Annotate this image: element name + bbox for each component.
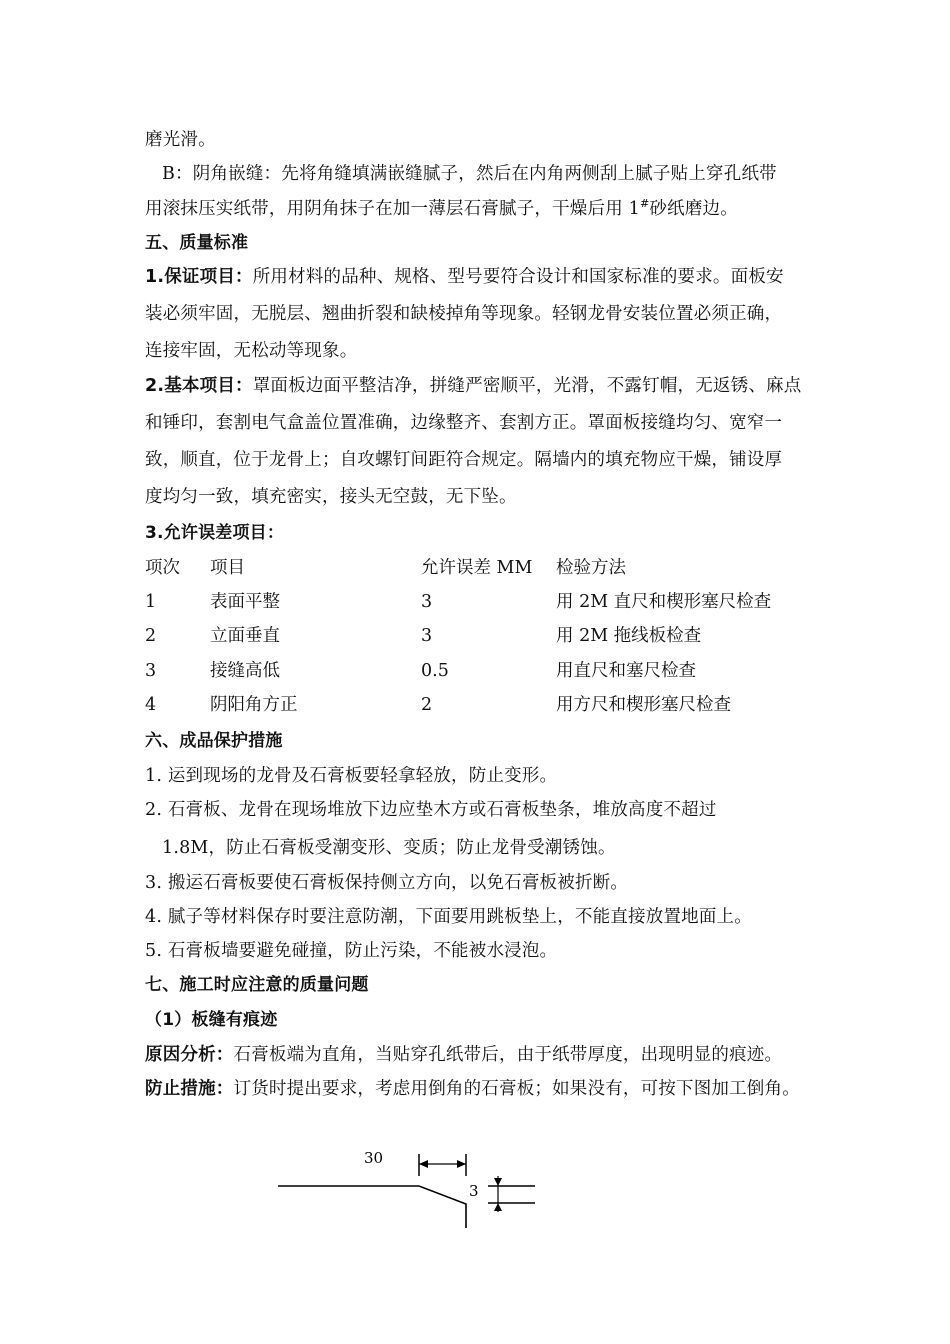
- basic-line3: 致，顺直，位于龙骨上；自攻螺钉间距符合规定。隔墙内的填充物应干燥，铺设厚: [145, 450, 783, 470]
- paragraph-b-line2: [145, 197, 738, 221]
- chamfer-diagram: [270, 1140, 550, 1235]
- table-cell: 3: [421, 592, 433, 612]
- basic-lead: 2.基本项目：: [145, 376, 253, 396]
- paragraph-top: 磨光滑。: [145, 130, 216, 150]
- guarantee-line3: 连接牢固，无松动等现象。: [145, 341, 358, 361]
- table-cell: 3: [145, 661, 157, 681]
- arrow-left: [419, 1160, 428, 1168]
- list-item-continuation: 1.8M，防止石膏板受潮变形、变质；防止龙骨受潮锈蚀。: [162, 838, 616, 858]
- basic-text: 罩面板边面平整洁净，拼缝严密顺平，光滑，不露钉帽，无返锈、麻点: [252, 376, 802, 396]
- cause-text: 石膏板端为直角，当贴穿孔纸带后，由于纸带厚度，出现明显的痕迹。: [233, 1045, 783, 1065]
- guarantee-line1: [145, 265, 784, 289]
- basic-line4: 度均匀一致，填充密实，接头无空鼓，无下坠。: [145, 487, 517, 507]
- table-header-tolerance: 允许误差 MM: [421, 558, 533, 578]
- cause-lead: 原因分析：: [145, 1045, 234, 1065]
- board-profile: [278, 1186, 466, 1228]
- table-cell: 1: [145, 592, 157, 612]
- paragraph-b-line1: B：阴角嵌缝：先将角缝填满嵌缝腻子，然后在内角两侧刮上腻子贴上穿孔纸带: [162, 164, 777, 184]
- table-cell: 用直尺和塞尺检查: [556, 661, 696, 681]
- prevention-lead: 防止措施：: [145, 1079, 234, 1099]
- table-cell: 表面平整: [210, 592, 280, 612]
- list-item: 5. 石膏板墙要避免碰撞，防止污染，不能被水浸泡。: [145, 941, 558, 961]
- table-cell: 接缝高低: [210, 661, 280, 681]
- guarantee-line2: 装必须牢固，无脱层、翘曲折裂和缺棱掉角等现象。轻钢龙骨安装位置必须正确，: [145, 304, 783, 324]
- list-item: 1. 运到现场的龙骨及石膏板要轻拿轻放，防止变形。: [145, 766, 558, 786]
- table-cell: 2: [421, 695, 433, 715]
- table-header-method: 检验方法: [556, 558, 626, 578]
- prevention: [145, 1077, 800, 1101]
- dimension-label-depth: 3: [469, 1182, 479, 1200]
- heading-quality-issues: 七、施工时应注意的质量问题: [145, 975, 369, 995]
- subheading-seam-marks: （1）板缝有痕迹: [145, 1010, 278, 1030]
- prevention-text: 订货时提出要求，考虑用倒角的石膏板；如果没有，可按下图加工倒角。: [233, 1079, 800, 1099]
- guarantee-lead: 1.保证项目：: [145, 267, 253, 287]
- table-cell: 0.5: [421, 661, 449, 681]
- list-item: 3. 搬运石膏板要使石膏板保持侧立方向，以免石膏板被折断。: [145, 873, 629, 893]
- b-line2-text: 用滚抹压实纸带，用阴角抹子在加一薄层石膏腻子，干燥后用 1: [145, 199, 640, 219]
- arrow-up: [494, 1203, 502, 1211]
- heading-quality-standard: 五、质量标准: [145, 233, 249, 253]
- cause-analysis: [145, 1043, 782, 1067]
- heading-tolerance: 3.允许误差项目：: [145, 523, 285, 543]
- heading-protection: 六、成品保护措施: [145, 731, 283, 751]
- basic-line2: 和锤印，套割电气盒盖位置准确，边缘整齐、套割方正。罩面板接缝均匀、宽窄一: [145, 413, 783, 433]
- table-header-index: 项次: [145, 558, 180, 578]
- table-cell: 3: [421, 626, 433, 646]
- list-item: 4. 腻子等材料保存时要注意防潮，下面要用跳板垫上，不能直接放置地面上。: [145, 907, 752, 927]
- table-header-item: 项目: [210, 558, 245, 578]
- superscript-hash: #: [640, 197, 650, 211]
- table-cell: 2: [145, 626, 157, 646]
- table-cell: 用 2M 直尺和楔形塞尺检查: [556, 592, 772, 612]
- table-cell: 用方尺和楔形塞尺检查: [556, 695, 731, 715]
- list-item: 2. 石膏板、龙骨在现场堆放下边应垫木方或石膏板垫条，堆放高度不超过: [145, 800, 717, 820]
- b-line2-text-end: 砂纸磨边。: [649, 199, 738, 219]
- arrow-right: [457, 1160, 466, 1168]
- guarantee-text: 所用材料的品种、规格、型号要符合设计和国家标准的要求。面板安: [252, 267, 784, 287]
- table-cell: 立面垂直: [210, 626, 280, 646]
- table-cell: 阴阳角方正: [210, 695, 298, 715]
- arrow-down: [494, 1178, 502, 1186]
- basic-line1: [145, 374, 801, 398]
- table-cell: 4: [145, 695, 157, 715]
- table-cell: 用 2M 拖线板检查: [556, 626, 702, 646]
- dimension-label-width: 30: [364, 1149, 384, 1167]
